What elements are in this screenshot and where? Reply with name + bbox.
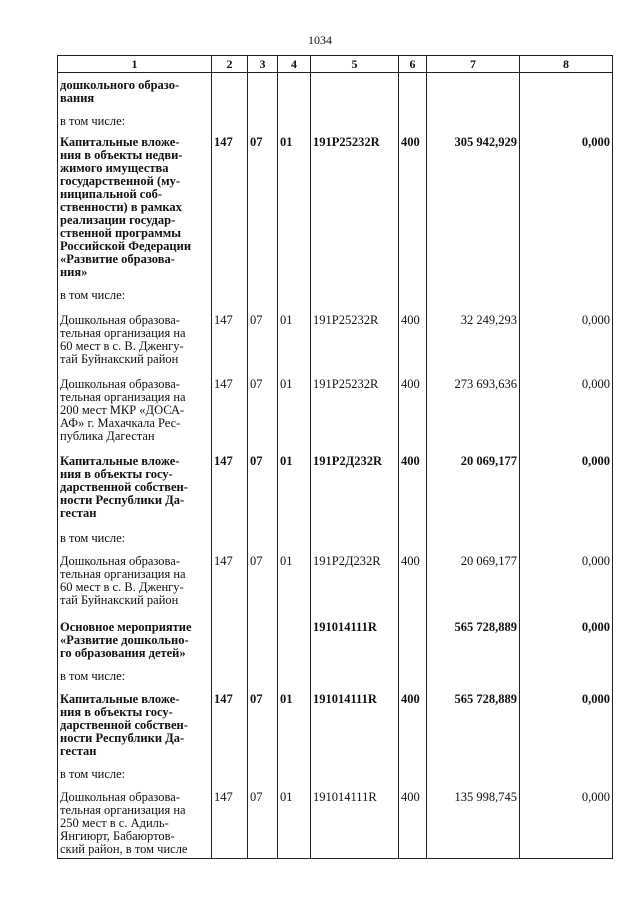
table-row (58, 760, 613, 783)
row-value-cell (399, 662, 427, 685)
row-name-cell: Дошкольная образова- тельная организация на 250 мест в с. Адиль- Янгиюрт, Бабаюртов- ский район, в том числе (58, 783, 212, 859)
row-value-cell: 01 (278, 685, 311, 760)
row-value-cell: 01 (278, 130, 311, 283)
row-name-cell: в том числе: (58, 283, 212, 306)
row-value-cell: 191Р2Д232R (311, 447, 399, 524)
column-header-8: 8 (520, 56, 613, 73)
row-value-cell (212, 662, 248, 685)
table-body (58, 73, 613, 859)
row-value-cell: 147 (212, 547, 248, 611)
row-value-cell (248, 73, 278, 108)
row-value-cell (520, 107, 613, 130)
row-value-cell (278, 73, 311, 108)
row-value-cell: 0,000 (520, 685, 613, 760)
row-value-cell: 147 (212, 685, 248, 760)
table-row (58, 107, 613, 130)
column-header-2: 2 (212, 56, 248, 73)
row-value-cell: 565 728,889 (427, 611, 520, 662)
row-value-cell (248, 283, 278, 306)
row-value-cell (520, 760, 613, 783)
row-value-cell (427, 760, 520, 783)
row-value-cell: 400 (399, 685, 427, 760)
row-value-cell (311, 524, 399, 547)
table-row (58, 306, 613, 370)
row-name-cell: в том числе: (58, 662, 212, 685)
row-value-cell: 07 (248, 547, 278, 611)
row-value-cell: 191014111R (311, 685, 399, 760)
row-value-cell (311, 760, 399, 783)
column-header-5: 5 (311, 56, 399, 73)
row-value-cell (248, 760, 278, 783)
row-value-cell (427, 524, 520, 547)
table-row (58, 611, 613, 662)
row-name-cell: Основное мероприятие «Развитие дошкольно- го образования детей» (58, 611, 212, 662)
row-value-cell: 147 (212, 306, 248, 370)
row-value-cell: 400 (399, 130, 427, 283)
row-value-cell (311, 73, 399, 108)
table-row (58, 524, 613, 547)
column-header-7: 7 (427, 56, 520, 73)
row-value-cell (311, 107, 399, 130)
row-value-cell (278, 524, 311, 547)
row-name-cell: в том числе: (58, 524, 212, 547)
row-value-cell (427, 73, 520, 108)
row-name-cell: Капитальные вложе- ния в объекты госу- дарственной собствен- ности Республики Да- гестан (58, 685, 212, 760)
column-header-6: 6 (399, 56, 427, 73)
row-name-cell: Капитальные вложе- ния в объекты недви- жимого имущества государственной (му- ниципальной соб- ственности) в рамках реализации государ- ственной программы Российской Федерации «Развитие образова- ния» (58, 130, 212, 283)
row-value-cell (520, 73, 613, 108)
row-value-cell: 0,000 (520, 611, 613, 662)
row-value-cell: 01 (278, 547, 311, 611)
row-value-cell (399, 107, 427, 130)
row-value-cell (399, 73, 427, 108)
table-row (58, 685, 613, 760)
table-header-row (58, 56, 613, 73)
row-value-cell: 0,000 (520, 370, 613, 447)
row-name-cell: Дошкольная образова- тельная организация на 200 мест МКР «ДОСА- АФ» г. Махачкала Рес- публика Дагестан (58, 370, 212, 447)
row-value-cell (399, 524, 427, 547)
row-value-cell: 0,000 (520, 130, 613, 283)
row-value-cell (311, 283, 399, 306)
row-value-cell (399, 611, 427, 662)
table-row (58, 283, 613, 306)
row-value-cell: 400 (399, 447, 427, 524)
row-value-cell: 191014111R (311, 783, 399, 859)
row-value-cell: 147 (212, 130, 248, 283)
row-value-cell (520, 662, 613, 685)
row-value-cell: 01 (278, 306, 311, 370)
row-value-cell: 135 998,745 (427, 783, 520, 859)
row-value-cell: 01 (278, 783, 311, 859)
row-value-cell: 147 (212, 783, 248, 859)
table-row (58, 783, 613, 859)
column-header-3: 3 (248, 56, 278, 73)
row-value-cell: 191P25232R (311, 130, 399, 283)
row-value-cell (399, 283, 427, 306)
row-value-cell: 273 693,636 (427, 370, 520, 447)
row-value-cell: 07 (248, 130, 278, 283)
row-value-cell: 191P25232R (311, 306, 399, 370)
row-value-cell: 07 (248, 783, 278, 859)
row-value-cell (278, 107, 311, 130)
row-value-cell: 191014111R (311, 611, 399, 662)
row-value-cell: 400 (399, 370, 427, 447)
row-value-cell (212, 73, 248, 108)
row-value-cell (427, 283, 520, 306)
column-header-1: 1 (58, 56, 212, 73)
row-name-cell: в том числе: (58, 760, 212, 783)
row-value-cell (278, 283, 311, 306)
table-row (58, 547, 613, 611)
row-value-cell: 191P25232R (311, 370, 399, 447)
row-value-cell: 20 069,177 (427, 447, 520, 524)
row-value-cell (248, 662, 278, 685)
row-name-cell: Дошкольная образова- тельная организация на 60 мест в с. В. Дженгу- тай Буйнакский район (58, 306, 212, 370)
table-row (58, 370, 613, 447)
row-value-cell (248, 524, 278, 547)
row-value-cell (212, 760, 248, 783)
row-name-cell: в том числе: (58, 107, 212, 130)
row-value-cell (427, 107, 520, 130)
row-value-cell: 0,000 (520, 447, 613, 524)
row-value-cell (427, 662, 520, 685)
row-name-cell: дошкольного образо- вания (58, 73, 212, 108)
row-value-cell: 0,000 (520, 306, 613, 370)
row-value-cell: 0,000 (520, 547, 613, 611)
row-value-cell (212, 107, 248, 130)
table-row (58, 130, 613, 283)
row-value-cell: 305 942,929 (427, 130, 520, 283)
row-value-cell (248, 107, 278, 130)
row-value-cell: 01 (278, 370, 311, 447)
row-value-cell: 20 069,177 (427, 547, 520, 611)
row-value-cell: 147 (212, 447, 248, 524)
row-value-cell (399, 760, 427, 783)
row-value-cell (212, 283, 248, 306)
row-value-cell: 01 (278, 447, 311, 524)
row-value-cell: 565 728,889 (427, 685, 520, 760)
row-value-cell: 32 249,293 (427, 306, 520, 370)
table-row (58, 447, 613, 524)
row-value-cell (212, 611, 248, 662)
page-number: 1034 (308, 33, 332, 47)
row-value-cell: 0,000 (520, 783, 613, 859)
row-value-cell: 07 (248, 685, 278, 760)
row-value-cell: 400 (399, 306, 427, 370)
row-value-cell: 400 (399, 783, 427, 859)
row-value-cell: 07 (248, 306, 278, 370)
row-value-cell (278, 760, 311, 783)
row-value-cell (248, 611, 278, 662)
row-value-cell: 147 (212, 370, 248, 447)
table-row (58, 73, 613, 108)
row-value-cell (212, 524, 248, 547)
column-header-4: 4 (278, 56, 311, 73)
row-value-cell (278, 611, 311, 662)
row-value-cell: 07 (248, 370, 278, 447)
table-row (58, 662, 613, 685)
row-name-cell: Капитальные вложе- ния в объекты госу- дарственной собствен- ности Республики Да- гестан (58, 447, 212, 524)
row-value-cell (520, 524, 613, 547)
row-value-cell: 400 (399, 547, 427, 611)
row-value-cell: 07 (248, 447, 278, 524)
budget-table (57, 55, 613, 859)
row-value-cell (311, 662, 399, 685)
row-name-cell: Дошкольная образова- тельная организация на 60 мест в с. В. Дженгу- тай Буйнакский район (58, 547, 212, 611)
row-value-cell (278, 662, 311, 685)
row-value-cell: 191Р2Д232R (311, 547, 399, 611)
row-value-cell (520, 283, 613, 306)
